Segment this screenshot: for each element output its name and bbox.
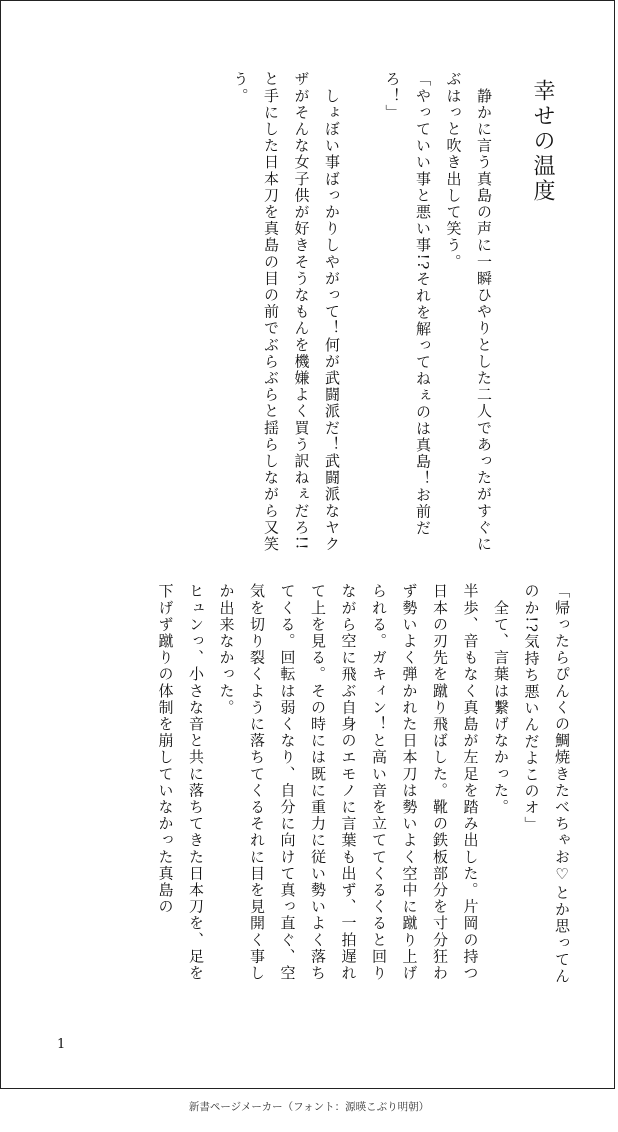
upper-text-block bbox=[47, 71, 557, 561]
paragraph: 「やっていい事と悪い事!?それを解ってねぇのは真島！お前だろ！」 bbox=[383, 71, 432, 537]
paragraph: 半歩、音もなく真島が左足を踏み出した。片岡の持つ日本の刃先を蹴り飛ばした。靴の鉄板部分を寸分狂わず勢いよく弾かれた日本刀は勢いよく空中に蹴り上げられる。ガキィン！と高い音を立ててくるくると回りながら空に飛ぶ自身のエモノに言葉も出ず、一拍遅れて上を見る。その時には既に重力に従い勢いよく落ちてくる。回転は弱くなり、自分に向けて真っ直ぐ、空気を切り裂くように落ちてくるそれに目を見開く事しか出来なかった。 bbox=[217, 583, 480, 982]
paragraph: 全て、言葉は繋げなかった。 bbox=[492, 583, 510, 816]
paragraph: 静かに言う真島の声に一瞬ひやりとした二人であったがすぐにぶはっと吹き出して笑う。 bbox=[444, 71, 493, 553]
lower-text-block bbox=[47, 583, 577, 993]
paragraph: ヒュンっ、小さな音と共に落ちてきた日本刀を、足を下げず蹴りの体制を崩していなかった真島の bbox=[156, 583, 205, 982]
footer-credit: 新書ページメーカー（フォント：源暎こぶり明朝） bbox=[188, 1101, 430, 1113]
page-title: 幸せの温度 bbox=[530, 79, 555, 204]
page-number: 1 bbox=[57, 1037, 66, 1052]
paragraph: しょぼい事ばっかりしやがって！何が武闘派だ！武闘派なヤクザがそんな女子供が好きそうなもんを機嫌よく買う訳ねぇだろ!!と手にした日本刀を真島の目の前でぶらぶらと揺らしながら又笑う。 bbox=[231, 71, 341, 553]
paragraph: 「帰ったらぴんくの鯛焼きたべちゃお♡とか思ってんのか!?気持ち悪いんだよこのオ」 bbox=[522, 583, 571, 985]
